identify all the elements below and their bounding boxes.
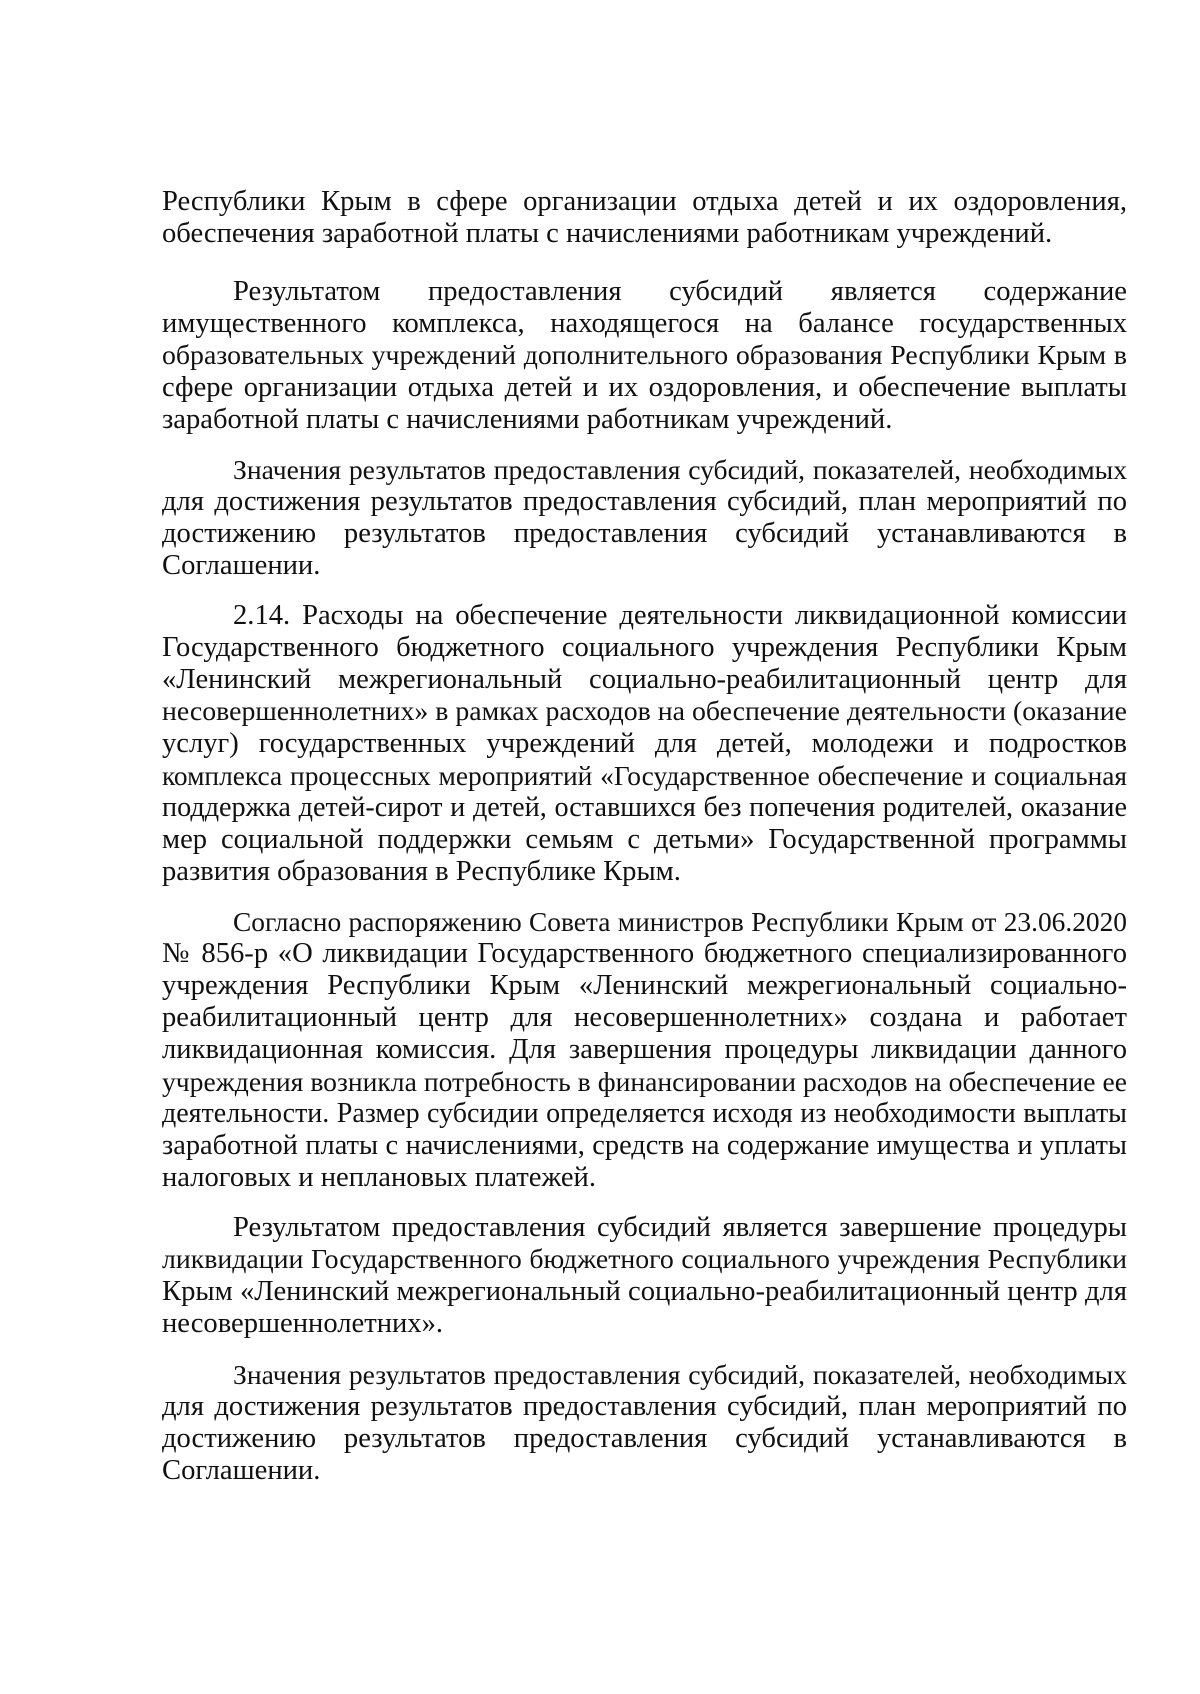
text-line: учреждения возникла потребность в финансировании расходов на обеспечение ее: [162, 1066, 1127, 1097]
paragraph-values-1: [162, 454, 1127, 582]
paragraph-order: [162, 906, 1127, 1194]
text-line: достижению результатов предоставления субсидий устанавливаются в: [162, 518, 1127, 549]
text-line: учреждения Республики Крым «Ленинский межрегиональный социально-: [162, 970, 1127, 1001]
text-line: налоговых и неплановых платежей.: [162, 1162, 596, 1193]
paragraph-result-1: [162, 276, 1127, 436]
paragraph-values-2: [162, 1359, 1127, 1487]
paragraph-continuation: [162, 186, 1127, 250]
text-line: Результатом предоставления субсидий является завершение процедуры: [233, 1212, 1127, 1243]
text-line: обеспечения заработной платы с начислениями работникам учреждений.: [162, 218, 1053, 249]
paragraph-2-14: [162, 600, 1127, 888]
text-line: для достижения результатов предоставления субсидий, план мероприятий по: [162, 486, 1127, 517]
text-line: развития образования в Республике Крым.: [162, 856, 681, 887]
paragraph-result-2: [162, 1212, 1127, 1340]
text-line: Государственного бюджетного социального учреждения Республики Крым: [162, 632, 1127, 663]
text-line: № 856-р «О ликвидации Государственного бюджетного специализированного: [162, 938, 1127, 969]
text-line: образовательных учреждений дополнительного образования Республики Крым в: [162, 340, 1127, 371]
text-line: 2.14. Расходы на обеспечение деятельности ликвидационной комиссии: [233, 600, 1127, 631]
text-line: заработной платы с начислениями работникам учреждений.: [162, 404, 893, 435]
text-line: Значения результатов предоставления субсидий, показателей, необходимых: [233, 1359, 1127, 1390]
text-line: ликвидации Государственного бюджетного социального учреждения Республики: [162, 1244, 1127, 1275]
text-line: ликвидационная комиссия. Для завершения процедуры ликвидации данного: [162, 1034, 1127, 1065]
text-line: Крым «Ленинский межрегиональный социально-реабилитационный центр для: [162, 1276, 1127, 1307]
text-line: несовершеннолетних» в рамках расходов на обеспечение деятельности (оказание: [162, 696, 1127, 727]
text-line: комплекса процессных мероприятий «Государственное обеспечение и социальная: [162, 761, 1127, 791]
text-line: Согласно распоряжению Совета министров Республики Крым от 23.06.2020: [233, 907, 1127, 937]
text-line: сфере организации отдыха детей и их оздоровления, и обеспечение выплаты: [162, 372, 1127, 403]
text-line: Соглашении.: [162, 550, 321, 581]
text-line: несовершеннолетних».: [162, 1308, 444, 1339]
text-line: «Ленинский межрегиональный социально-реабилитационный центр для: [162, 664, 1127, 695]
text-line: для достижения результатов предоставления субсидий, план мероприятий по: [162, 1391, 1127, 1422]
text-line: реабилитационный центр для несовершеннолетних» создана и работает: [162, 1002, 1127, 1033]
text-line: мер социальной поддержки семьям с детьми» Государственной программы: [162, 824, 1127, 855]
text-line: Результатом предоставления субсидий является содержание: [233, 276, 1127, 307]
text-line: имущественного комплекса, находящегося на балансе государственных: [162, 308, 1127, 339]
text-line: Значения результатов предоставления субсидий, показателей, необходимых: [233, 454, 1127, 485]
text-line: деятельности. Размер субсидии определяется исходя из необходимости выплаты: [162, 1098, 1127, 1129]
text-line: Республики Крым в сфере организации отдыха детей и их оздоровления,: [162, 186, 1127, 217]
text-line: услуг) государственных учреждений для детей, молодежи и подростков: [162, 728, 1127, 759]
text-line: поддержка детей-сирот и детей, оставшихся без попечения родителей, оказание: [162, 792, 1127, 823]
text-line: достижению результатов предоставления субсидий устанавливаются в: [162, 1423, 1127, 1454]
text-line: заработной платы с начислениями, средств на содержание имущества и уплаты: [162, 1130, 1127, 1161]
text-line: Соглашении.: [162, 1455, 321, 1486]
